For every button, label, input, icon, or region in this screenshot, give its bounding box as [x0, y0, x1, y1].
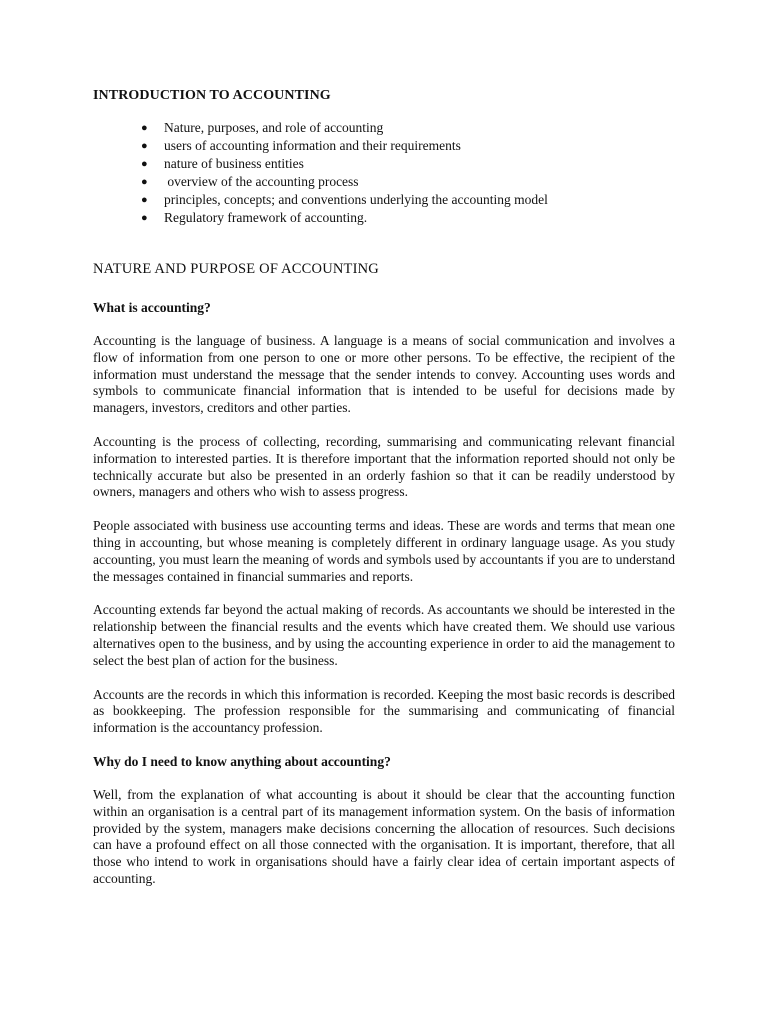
bullet-icon: ● — [141, 140, 148, 152]
section-heading: NATURE AND PURPOSE OF ACCOUNTING — [93, 261, 379, 277]
list-item-text: principles, concepts; and conventions underlying the accounting model — [164, 192, 548, 207]
paragraph: Accounting is the language of business. A language is a means of social communication and involves a flow of information from one person to one or more other persons. To be effective, the recipient of the information must understand the message that the sender intends to convey. Accounting uses words and symbols to communicate financial information that is intended to be useful for decisions made by managers, investors, creditors and other parties. — [93, 333, 675, 416]
list-item-text: Regulatory framework of accounting. — [164, 210, 368, 225]
paragraph: Accounting is the process of collecting, recording, summarising and communicating relevant financial information to interested parties. It is therefore important that the information reported should not only be technically accurate but also be presented in an orderly fashion so that it can be readily understood by owners, managers and others who wish to assess progress. — [93, 433, 675, 500]
bullet-icon: ● — [141, 158, 148, 170]
paragraph: People associated with business use accounting terms and ideas. These are words and terms that mean one thing in accounting, but whose meaning is completely different in ordinary language usage. As you study accounting, you must learn the meaning of words and symbols used by accountants if you are to understand the messages contained in financial summaries and reports. — [93, 518, 675, 584]
paragraph: Well, from the explanation of what accounting is about it should be clear that the accounting function within an organisation is a central part of its management information system. On the basis of information provided by the system, managers make decisions concerning the allocation of resources. Such decisions can have a profound effect on all those connected with the organisation. It is important, therefore, that all those who intend to work in organisations should have a fairly clear idea of certain important aspects of accounting. — [93, 786, 675, 886]
paragraph: Accounts are the records in which this information is recorded. Keeping the most basic records is described as bookkeeping. The profession responsible for the summarising and communicating of financial information is the accountancy profession. — [93, 686, 675, 736]
list-item — [93, 173, 675, 191]
bullet-icon: ● — [141, 176, 148, 188]
topics-list — [93, 119, 675, 227]
bullet-icon: ● — [141, 212, 148, 224]
list-item — [93, 155, 675, 173]
list-item-text: users of accounting information and their requirements — [164, 138, 461, 153]
question-what-is-accounting: What is accounting? — [93, 300, 211, 315]
list-item — [93, 119, 675, 137]
bullet-icon: ● — [141, 194, 148, 206]
question-why-know-accounting: Why do I need to know anything about accounting? — [93, 753, 391, 769]
list-item-text: Nature, purposes, and role of accounting — [164, 120, 384, 135]
document-title: INTRODUCTION TO ACCOUNTING — [93, 88, 331, 103]
document-page — [93, 88, 675, 905]
paragraph: Accounting extends far beyond the actual making of records. As accountants we should be interested in the relationship between the financial results and the events which have created them. We should use various alternatives open to the business, and by using the accounting experience in order to aid the management to select the best plan of action for the business. — [93, 602, 675, 668]
list-item — [93, 209, 675, 227]
list-item-text: overview of the accounting process — [164, 174, 359, 189]
bullet-icon: ● — [141, 122, 148, 134]
list-item — [93, 191, 675, 209]
list-item-text: nature of business entities — [164, 156, 304, 171]
list-item — [93, 137, 675, 155]
